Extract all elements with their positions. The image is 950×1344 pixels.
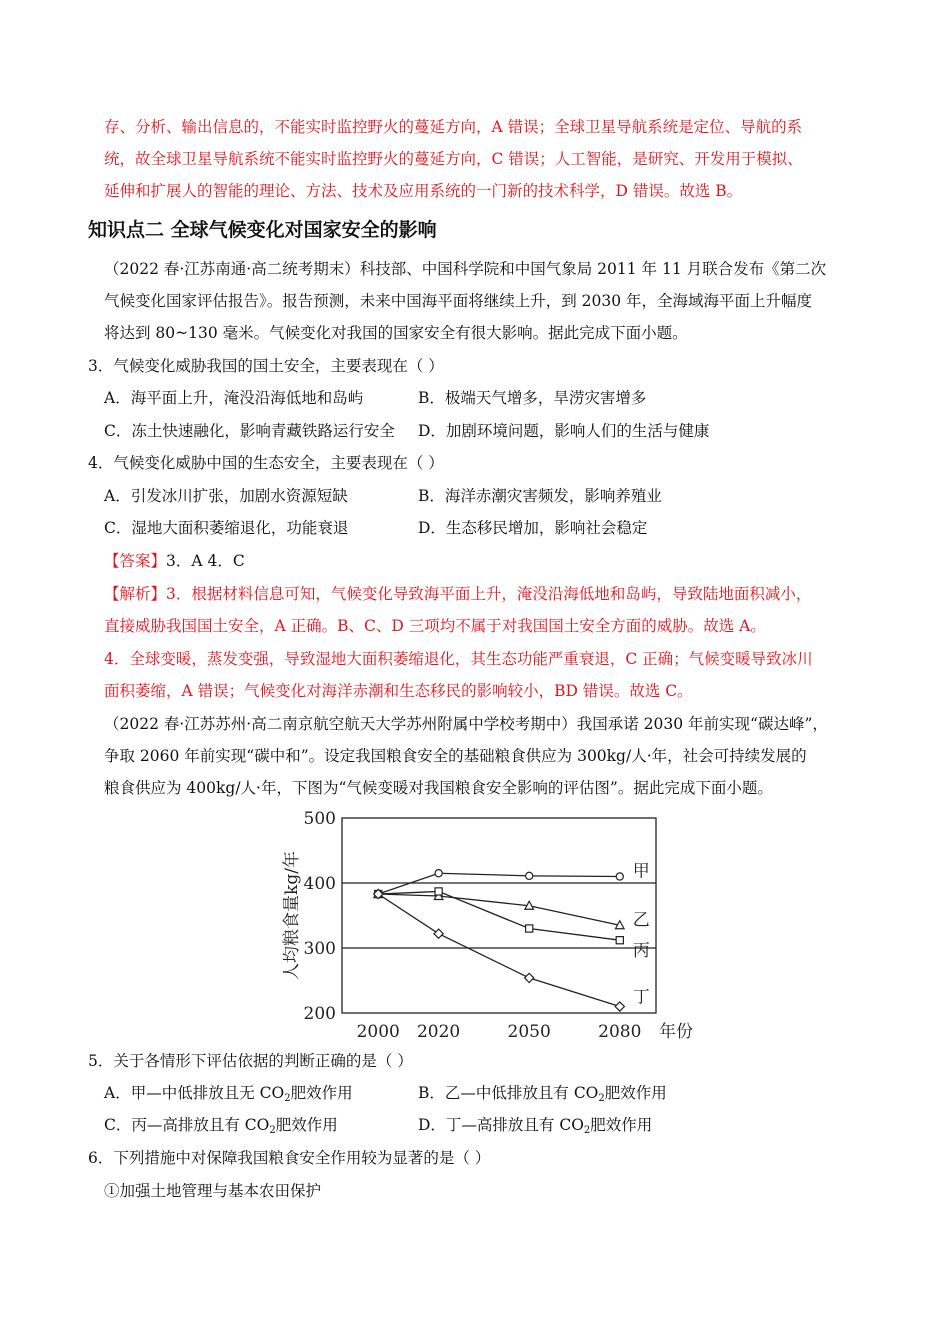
intro-line-1: 存、分析、输出信息的，不能实时监控野火的蔓延方向，A 错误；全球卫星导航系统是定位、导航的系: [104, 118, 803, 136]
y-tick-label: 500: [303, 809, 336, 829]
marker-丙: [616, 937, 623, 944]
x-tick-label: 2080: [598, 1022, 642, 1042]
material2-line-3: 粮食供应为 400kg/人·年，下图为“气候变暖对我国粮食安全影响的评估图”。据此完成下面小题。: [104, 779, 773, 797]
marker-甲: [526, 872, 533, 879]
section-title: 知识点二 全球气候变化对国家安全的影响: [88, 219, 437, 241]
analysis-line-3: 4．全球变暖，蒸发变强，导致湿地大面积萎缩退化，其生态功能严重衰退，C 正确；气候变暖导致冰川: [104, 650, 813, 668]
material1-line-3: 将达到 80~130 毫米。气候变化对我国的国家安全有很大影响。据此完成下面小题。: [104, 324, 688, 342]
series-line-乙: [378, 894, 620, 925]
marker-甲: [435, 870, 442, 877]
material2-line-1: （2022 春·江苏苏州·高二南京航空航天大学苏州附属中学校考期中）我国承诺 2030 年前实现“碳达峰”，: [104, 715, 828, 733]
q3-option-c: C．冻土快速融化，影响青藏铁路运行安全: [104, 422, 395, 440]
answer-line: [104, 550, 245, 572]
q6-item-1: ①加强土地管理与基本农田保护: [104, 1182, 322, 1200]
marker-丙: [526, 925, 533, 932]
q3-option-b: B．极端天气增多，旱涝灾害增多: [418, 389, 647, 407]
x-tick-label: 2000: [356, 1022, 400, 1042]
q3-option-a: A．海平面上升，淹没沿海低地和岛屿: [104, 389, 364, 407]
q5-stem: 5．关于各情形下评估依据的判断正确的是（ ）: [88, 1052, 413, 1070]
series-label-丁: 丁: [632, 987, 650, 1008]
material1-line-2: 气候变化国家评估报告》。报告预测，未来中国海平面将继续上升，到 2030 年，全海域海平面上升幅度: [104, 292, 813, 310]
y-tick-label: 200: [303, 1004, 336, 1024]
marker-丁: [434, 929, 443, 938]
series-line-丁: [378, 894, 620, 1006]
q5-option-a: A．甲—中低排放且无 $CO_2$肥效作用: [104, 1084, 353, 1104]
q3-option-d: D．加剧环境问题，影响人们的生活与健康: [418, 422, 710, 440]
x-tick-label: 2050: [507, 1022, 551, 1042]
marker-丙: [435, 888, 442, 895]
intro-line-3: 延伸和扩展人的智能的理论、方法、技术及应用系统的一门新的技术科学，D 错误。故选 B。: [104, 182, 743, 200]
series-line-甲: [378, 873, 620, 894]
q6-stem: 6．下列措施中对保障我国粮食安全作用较为显著的是（ ）: [88, 1149, 491, 1167]
q4-option-a: A．引发冰川扩张，加剧水资源短缺: [104, 487, 348, 505]
series-label-乙: 乙: [632, 910, 650, 931]
q4-option-b: B．海洋赤潮灾害频发，影响养殖业: [418, 487, 662, 505]
q4-option-c: C．湿地大面积萎缩退化，功能衰退: [104, 519, 349, 537]
analysis-text-1: 3．根据材料信息可知，气候变化导致海平面上升，淹没沿海低地和岛屿，导致陆地面积减小，: [166, 585, 812, 603]
answer-text: 3．A 4．C: [166, 552, 245, 570]
q3-stem: 3．气候变化威胁我国的国土安全，主要表现在（ ）: [88, 357, 444, 375]
grain-chart: [270, 800, 700, 1045]
y-tick-label: 400: [303, 874, 336, 894]
series-label-甲: 甲: [632, 861, 650, 882]
q5-option-b: B．乙—中低排放且有 $CO_2$肥效作用: [418, 1084, 667, 1104]
intro-line-2: 统，故全球卫星导航系统不能实时监控野火的蔓延方向，C 错误；人工智能，是研究、开发用于模拟、: [104, 150, 803, 168]
marker-甲: [616, 873, 623, 880]
material1-line-1: （2022 春·江苏南通·高二统考期末）科技部、中国科学院和中国气象局 2011 年 11 月联合发布《第二次: [104, 260, 827, 278]
y-tick-label: 300: [303, 939, 336, 959]
y-axis-label: 人均粮食量kg/年: [282, 851, 302, 980]
analysis-line-4: 面积萎缩，A 错误；气候变化对海洋赤潮和生态移民的影响较小，BD 错误。故选 C。: [104, 682, 693, 700]
analysis-tag: 【解析】: [104, 585, 167, 603]
q4-stem: 4．气候变化威胁中国的生态安全，主要表现在（ ）: [88, 454, 444, 472]
q5-option-c: C．丙—高排放且有 $CO_2$肥效作用: [104, 1116, 338, 1136]
answer-tag: 【答案】: [104, 552, 167, 570]
marker-丁: [615, 1002, 624, 1011]
material2-line-2: 争取 2060 年前实现“碳中和”。设定我国粮食安全的基础粮食供应为 300kg/人·年，社会可持续发展的: [104, 747, 807, 765]
series-line-丙: [378, 891, 620, 940]
x-tick-label: 2020: [416, 1022, 461, 1042]
q4-option-d: D．生态移民增加，影响社会稳定: [418, 519, 648, 537]
analysis-line-2: 直接威胁我国国土安全，A 正确。B、C、D 三项均不属于对我国国土安全方面的威胁。故选 A。: [104, 617, 766, 635]
q5-option-d: D．丁—高排放且有 $CO_2$肥效作用: [418, 1116, 653, 1136]
analysis-line-1: [104, 583, 811, 605]
x-axis-label: 年份: [659, 1022, 693, 1042]
marker-丁: [525, 973, 534, 982]
series-label-丙: 丙: [632, 941, 650, 962]
